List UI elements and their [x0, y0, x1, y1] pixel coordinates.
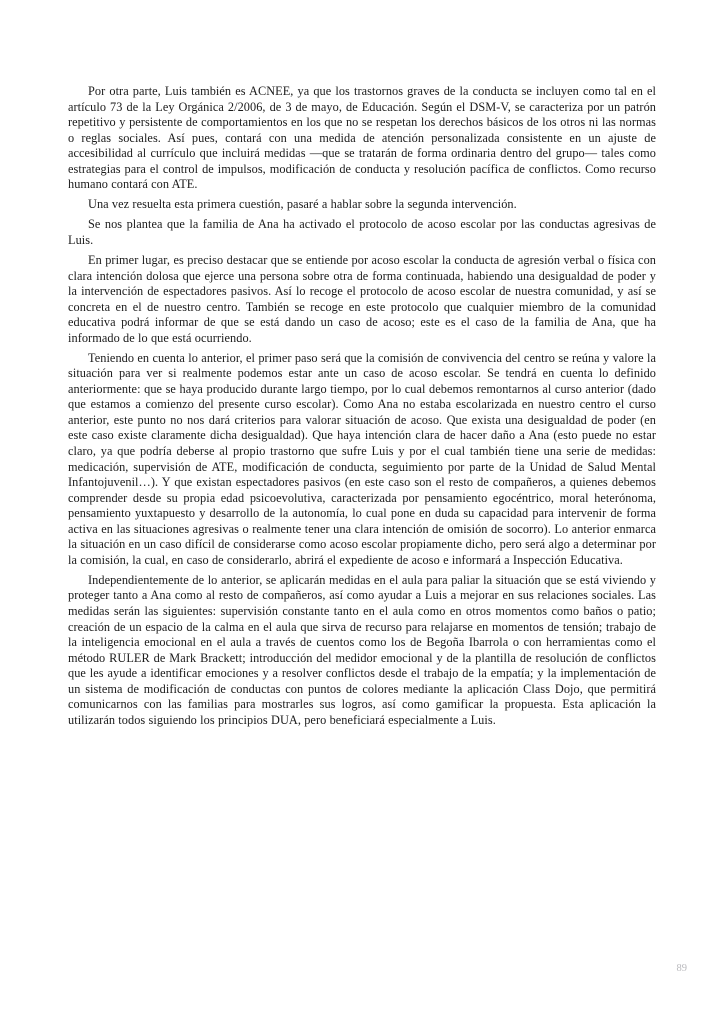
page-number: 89 [676, 963, 687, 974]
paragraph-comision-convivencia: Teniendo en cuenta lo anterior, el primer paso será que la comisión de convivencia del centro se reúna y valore la situación para ver si realmente podemos estar ante un caso de acoso escolar. Se tendrá en cuenta lo definido anteriormente: que se haya producido durante largo tiempo, por lo cual debemos remontarnos al curso anterior (dado que estamos a comienzo del presente curso escolar). Como Ana no estaba escolarizada en nuestro centro el curso anterior, este punto no nos dará criterios para valorar situación de acoso. Que exista una desigualdad de poder (en este caso existe claramente dicha desigualdad). Que haya intención clara de hacer daño a Ana (esto puede no estar claro, ya que podría deberse al propio trastorno que sufre Luis y por el cual también tiene una serie de medidas: medicación, supervisión de ATE, modificación de conducta, seguimiento por parte de la Unidad de Salud Mental Infantojuvenil…). Y que existan espectadores pasivos (en este caso son el resto de compañeros, a quienes debemos comprender desde su propia edad psicoevolutiva, caracterizada por pensamiento egocéntrico, moral heterónoma, pensamiento yuxtapuesto y desarrollo de la autonomía, lo cual pone en duda su capacidad para intervenir de forma activa en las situaciones agresivas o realmente tener una clara intención de omisión de socorro). Lo anterior enmarca la situación en un caso difícil de considerarse como acoso escolar propiamente dicho, pero será algo a determinar por la comisión, la cual, en caso de considerarlo, abrirá el expediente de acoso e informará a Inspección Educativa. [68, 350, 656, 567]
paragraph-segunda-intervencion: Una vez resuelta esta primera cuestión, pasaré a hablar sobre la segunda intervención. [88, 197, 517, 212]
paragraph-definicion-acoso: En primer lugar, es preciso destacar que se entiende por acoso escolar la conducta de agresión verbal o física con clara intención dolosa que ejerce una persona sobre otra de forma continuada, habiendo una desigualdad de poder y la intervención de espectadores pasivos. Así lo recoge el protocolo de acoso escolar de nuestra comunidad, y así se concreta en el de nuestro centro. También se recoge en este protocolo que cualquier miembro de la comunidad educativa podrá informar de que se está dando un caso de acoso; este es el caso de la familia de Ana, que ha informado de lo que está ocurriendo. [68, 252, 656, 345]
paragraph-protocolo-activado: Se nos plantea que la familia de Ana ha activado el protocolo de acoso escolar por las conductas agresivas de Luis. [68, 217, 656, 247]
paragraph-acnee-trastornos: Por otra parte, Luis también es ACNEE, ya que los trastornos graves de la conducta se incluyen como tal en el artículo 73 de la Ley Orgánica 2/2006, de 3 de mayo, de Educación. Según el DSM-V, se caracteriza por un patrón repetitivo y persistente de comportamientos en los que no se respetan los derechos básicos de los otros ni las normas o reglas sociales. Así pues, contará con una medida de atención personalizada consistente en un ajuste de accesibilidad al currículo que incluirá medidas —que se tratarán de forma ordinaria dentro del grupo— tales como estrategias para el control de impulsos, modificación de conducta y resolución pacífica de conflictos. Como recurso humano contará con ATE. [68, 84, 656, 192]
body-text-block [68, 84, 656, 728]
paragraph-medidas-aula: Independientemente de lo anterior, se aplicarán medidas en el aula para paliar la situación que se está viviendo y proteger tanto a Ana como al resto de compañeros, así como ayudar a Luis a mejorar en sus relaciones sociales. Las medidas serán las siguientes: supervisión constante tanto en el aula como en otros momentos como baños o patio; creación de un espacio de la calma en el aula que sirva de recurso para relajarse en momentos de tensión; trabajo de la inteligencia emocional en el aula a través de cuentos como los de Begoña Ibarrola o con herramientas como el método RULER de Mark Brackett; introducción del medidor emocional y de la plantilla de resolución de conflictos que les ayude a identificar emociones y a resolver conflictos desde el trabajo de la empatía; y la implementación de un sistema de modificación de conductas con puntos de colores mediante la aplicación Class Dojo, que permitirá comunicarnos con las familias para mostrarles sus logros, así como gamificar la propuesta. Esta aplicación la utilizarán todos siguiendo los principios DUA, pero beneficiará especialmente a Luis. [68, 572, 656, 727]
